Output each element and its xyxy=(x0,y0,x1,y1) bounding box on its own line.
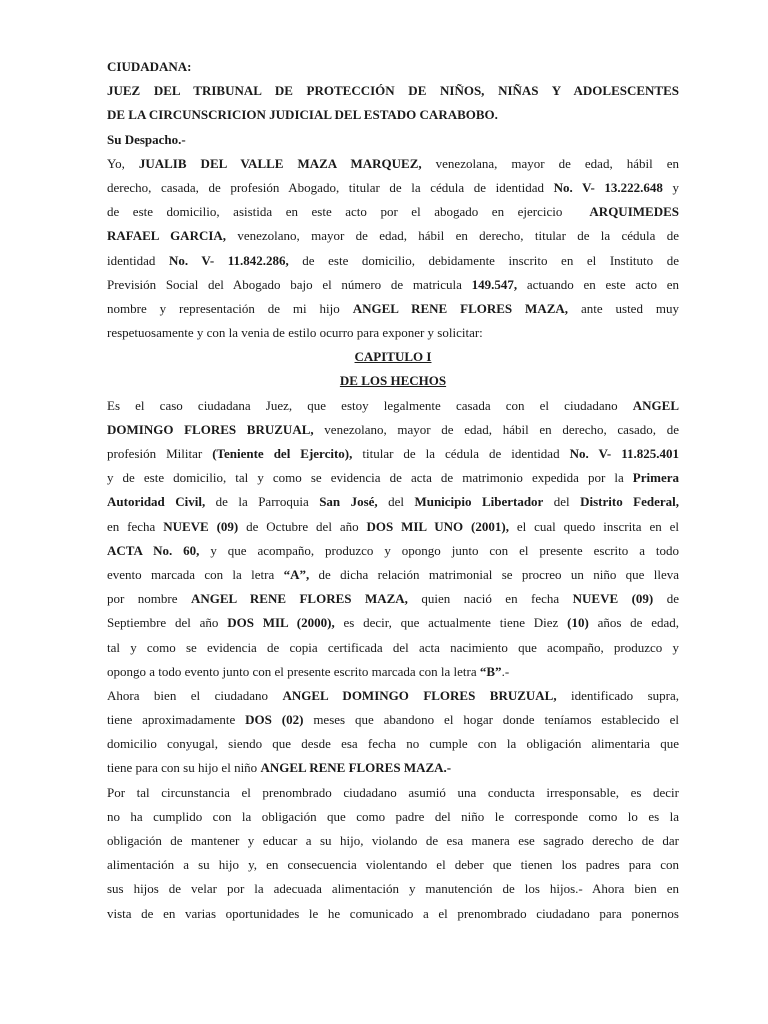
bold-text: ANGEL RENE FLORES MAZA, xyxy=(352,300,569,316)
bold-text: DE LOS HECHOS xyxy=(339,373,447,389)
bold-text: Autoridad Civil, xyxy=(107,494,206,510)
text-line xyxy=(107,879,679,903)
text-segment: ante usted muy xyxy=(568,300,679,316)
text-segment: por nombre xyxy=(107,591,191,607)
bold-text: (10) xyxy=(567,615,589,631)
document-page xyxy=(107,57,679,928)
text-line xyxy=(107,904,679,928)
text-segment: venezolano, mayor de edad, hábil en derecho, titular de la cédula de xyxy=(226,228,679,244)
text-line xyxy=(107,444,679,468)
text-segment: actuando en este acto en xyxy=(517,276,680,292)
text-segment: titular de la cédula de identidad xyxy=(352,446,570,461)
text-segment: y de este domicilio, tal y como se evidencia de acta de matrimonio expedida por la xyxy=(107,470,633,486)
bold-text: Primera xyxy=(632,470,679,486)
bold-text: DOS (02) xyxy=(245,712,304,728)
text-line xyxy=(107,541,679,565)
bold-text: No. V- 11.842.286, xyxy=(168,252,289,268)
text-line xyxy=(107,492,679,516)
text-segment: de Octubre del año xyxy=(238,518,367,534)
text-segment: de dicha relación matrimonial se procreo un niño que lleva xyxy=(309,566,680,582)
text-segment: quien nació en fecha xyxy=(407,591,573,607)
text-segment: es decir, que actualmente tiene Diez xyxy=(334,615,568,631)
bold-text: DOMINGO FLORES BRUZUAL, xyxy=(107,421,314,437)
text-segment: Yo, xyxy=(107,155,139,171)
text-line xyxy=(107,517,679,541)
bold-text: CIUDADANA: xyxy=(107,59,192,74)
text-line xyxy=(107,807,679,831)
text-segment: identidad xyxy=(107,252,169,268)
text-line xyxy=(107,468,679,492)
bold-text: RAFAEL GARCIA, xyxy=(107,228,227,244)
bold-text: ANGEL RENE FLORES MAZA, xyxy=(190,591,408,607)
text-line xyxy=(107,420,679,444)
text-line xyxy=(107,758,679,782)
bold-text: ANGEL xyxy=(632,397,679,413)
text-line xyxy=(107,396,679,420)
bold-text: ANGEL RENE FLORES MAZA.- xyxy=(260,760,452,776)
text-segment: y que acompaño, produzco y opongo junto con el presente escrito a todo xyxy=(199,542,680,558)
text-line xyxy=(107,734,679,758)
bold-text: ANGEL DOMINGO FLORES BRUZUAL, xyxy=(282,687,557,703)
text-line xyxy=(107,323,679,347)
bold-text: ACTA No. 60, xyxy=(107,542,200,558)
text-segment: obligación de mantener y educar a su hijo, violando de esa manera ese sagrado derecho de dar xyxy=(107,833,679,848)
text-segment: vista de en varias oportunidades le he comunicado a el prenombrado ciudadano para ponernos xyxy=(107,905,679,921)
text-segment: de este domicilio, asistida en este acto por el abogado en ejercicio xyxy=(107,204,590,220)
text-line xyxy=(107,154,679,178)
bold-text: DOS MIL UNO (2001), xyxy=(366,518,509,534)
bold-text: JUEZ DEL TRIBUNAL DE PROTECCIÓN DE NIÑOS, NIÑAS Y ADOLESCENTES xyxy=(107,83,679,99)
text-segment: domicilio conyugal, siendo que desde esa fecha no cumple con la obligación alimentaria que xyxy=(107,736,679,752)
text-segment: respetuosamente y con la venia de estilo ocurro para exponer y solicitar: xyxy=(107,325,483,341)
text-segment: de xyxy=(653,591,679,607)
text-segment: Por tal circunstancia el prenombrado ciudadano asumió una conducta irresponsable, es decir xyxy=(107,784,679,800)
text-segment: .- xyxy=(501,663,510,679)
text-segment: meses que abandono el hogar donde teníamos establecido el xyxy=(303,712,680,728)
text-segment: tal y como se evidencia de copia certificada del acta nacimiento que acompaño, produzco y xyxy=(107,639,679,655)
text-line xyxy=(107,251,679,275)
text-segment: profesión Militar xyxy=(107,446,213,461)
bold-text: NUEVE (09) xyxy=(163,518,239,534)
bold-text: Distrito Federal, xyxy=(580,494,679,510)
text-line xyxy=(107,855,679,879)
bold-text: Su Despacho.- xyxy=(107,131,186,147)
bold-text: ARQUIMEDES xyxy=(589,204,679,220)
text-line xyxy=(107,565,679,589)
text-line xyxy=(107,710,679,734)
text-line xyxy=(107,638,679,662)
text-segment: Es el caso ciudadana Juez, que estoy legalmente casada con el ciudadano xyxy=(107,397,633,413)
bold-text: JUALIB DEL VALLE MAZA MARQUEZ, xyxy=(138,155,422,171)
text-segment: tiene aproximadamente xyxy=(107,712,246,728)
text-segment: evento marcada con la letra xyxy=(107,566,284,582)
text-segment: venezolana, mayor de edad, hábil en xyxy=(421,155,679,171)
text-line xyxy=(107,105,679,129)
bold-text: No. V- 13.222.648 xyxy=(553,179,663,195)
text-segment: no ha cumplido con la obligación que como padre del niño le corresponde como lo es la xyxy=(107,808,679,824)
text-line xyxy=(107,371,679,395)
bold-text: San José, xyxy=(319,494,378,510)
text-segment: de este domicilio, debidamente inscrito en el Instituto de xyxy=(288,252,679,268)
text-segment: Septiembre del año xyxy=(107,615,228,631)
text-segment: el cual quedo inscrita en el xyxy=(508,518,679,534)
text-line xyxy=(107,57,679,81)
text-line xyxy=(107,347,679,371)
text-line xyxy=(107,613,679,637)
bold-text: DE LA CIRCUNSCRICION JUDICIAL DEL ESTADO CARABOBO. xyxy=(107,107,498,123)
text-line xyxy=(107,589,679,613)
text-segment: y xyxy=(662,179,680,195)
text-segment: alimentación a su hijo y, en consecuencia violentando el deber que tienen los padres para con xyxy=(107,857,679,873)
text-segment: identificado supra, xyxy=(556,687,679,703)
text-line xyxy=(107,130,679,154)
text-segment: sus hijos de velar por la adecuada alimentación y manutención de los hijos.- Ahora bien en xyxy=(107,881,679,897)
text-segment: de la Parroquia xyxy=(205,494,320,510)
text-segment: en fecha xyxy=(107,518,164,534)
text-line xyxy=(107,275,679,299)
text-segment: Ahora bien el ciudadano xyxy=(107,687,283,703)
bold-text: CAPITULO I xyxy=(354,349,432,365)
bold-text: (Teniente del Ejercito), xyxy=(212,446,353,461)
text-segment: Previsión Social del Abogado bajo el número de matricula xyxy=(107,276,472,292)
text-segment: tiene para con su hijo el niño xyxy=(107,760,261,776)
text-line xyxy=(107,686,679,710)
text-segment: nombre y representación de mi hijo xyxy=(107,300,353,316)
bold-text: DOS MIL (2000), xyxy=(227,615,335,631)
text-segment: venezolano, mayor de edad, hábil en derecho, casado, de xyxy=(313,421,679,437)
bold-text: Municipio Libertador xyxy=(414,494,544,510)
text-segment: opongo a todo evento junto con el presente escrito marcada con la letra xyxy=(107,663,480,679)
text-segment: del xyxy=(377,494,415,510)
text-segment: del xyxy=(543,494,581,510)
text-line xyxy=(107,783,679,807)
text-line xyxy=(107,831,679,855)
text-line xyxy=(107,178,679,202)
text-line xyxy=(107,202,679,226)
text-segment: años de edad, xyxy=(588,615,680,631)
text-line xyxy=(107,81,679,105)
text-line xyxy=(107,226,679,250)
bold-text: No. V- 11.825.401 xyxy=(569,446,679,461)
text-line xyxy=(107,662,679,686)
bold-text: NUEVE (09) xyxy=(572,591,654,607)
bold-text: “B” xyxy=(479,663,502,679)
text-line xyxy=(107,299,679,323)
bold-text: “A”, xyxy=(283,566,310,582)
text-segment: derecho, casada, de profesión Abogado, titular de la cédula de identidad xyxy=(107,179,554,195)
bold-text: 149.547, xyxy=(471,276,518,292)
